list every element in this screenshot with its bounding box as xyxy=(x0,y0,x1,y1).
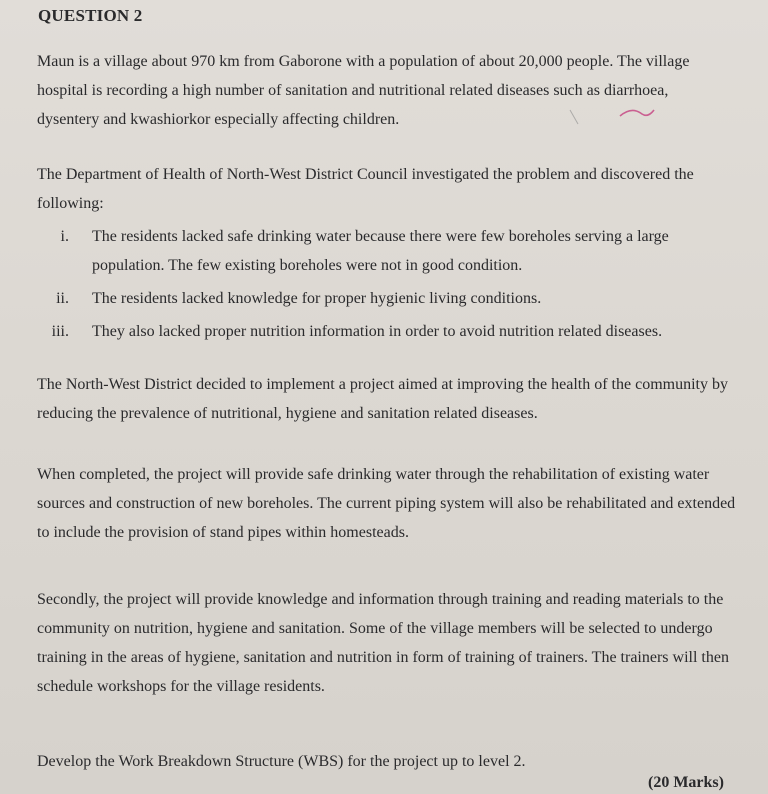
list-item xyxy=(37,317,737,346)
investigation-paragraph: The Department of Health of North-West District Council investigated the problem and discovered the following: xyxy=(37,166,694,212)
question-title: QUESTION 2 xyxy=(38,6,143,25)
list-number: ii. xyxy=(56,290,69,307)
intro-paragraph: Maun is a village about 970 km from Gaborone with a population of about 20,000 people. The village hospital is recording a high number of sanitation and nutritional related diseases such as diarrhoea, dysentery and kwashiorkor especially affecting children. xyxy=(37,53,690,128)
list-text: The residents lacked safe drinking water because there were few boreholes serving a large population. The few existing boreholes were not in good condition. xyxy=(92,228,669,274)
pencil-scribble xyxy=(520,98,660,128)
findings-list xyxy=(37,222,737,346)
decision-paragraph: The North-West District decided to implement a project aimed at improving the health of the community by reducing the prevalence of nutritional, hygiene and sanitation related diseases. xyxy=(37,376,728,422)
list-text: They also lacked proper nutrition information in order to avoid nutrition related diseases. xyxy=(92,323,663,340)
list-number: iii. xyxy=(51,323,69,340)
list-item xyxy=(37,284,737,313)
task-instruction: Develop the Work Breakdown Structure (WBS) for the project up to level 2. xyxy=(37,753,526,770)
list-item xyxy=(37,222,737,280)
water-paragraph: When completed, the project will provide safe drinking water through the rehabilitation of existing water sources and construction of new boreholes. The current piping system will also be rehabilitated and extended to include the provision of stand pipes within homesteads. xyxy=(37,466,736,541)
training-paragraph: Secondly, the project will provide knowledge and information through training and reading materials to the community on nutrition, hygiene and sanitation. Some of the village members will be selected to undergo training in the areas of hygiene, sanitation and nutrition in form of training of trainers. The trainers will then schedule workshops for the village residents. xyxy=(37,591,729,695)
list-text: The residents lacked knowledge for proper hygienic living conditions. xyxy=(92,290,542,307)
marks-label: (20 Marks) xyxy=(648,774,724,791)
list-number: i. xyxy=(60,228,69,245)
